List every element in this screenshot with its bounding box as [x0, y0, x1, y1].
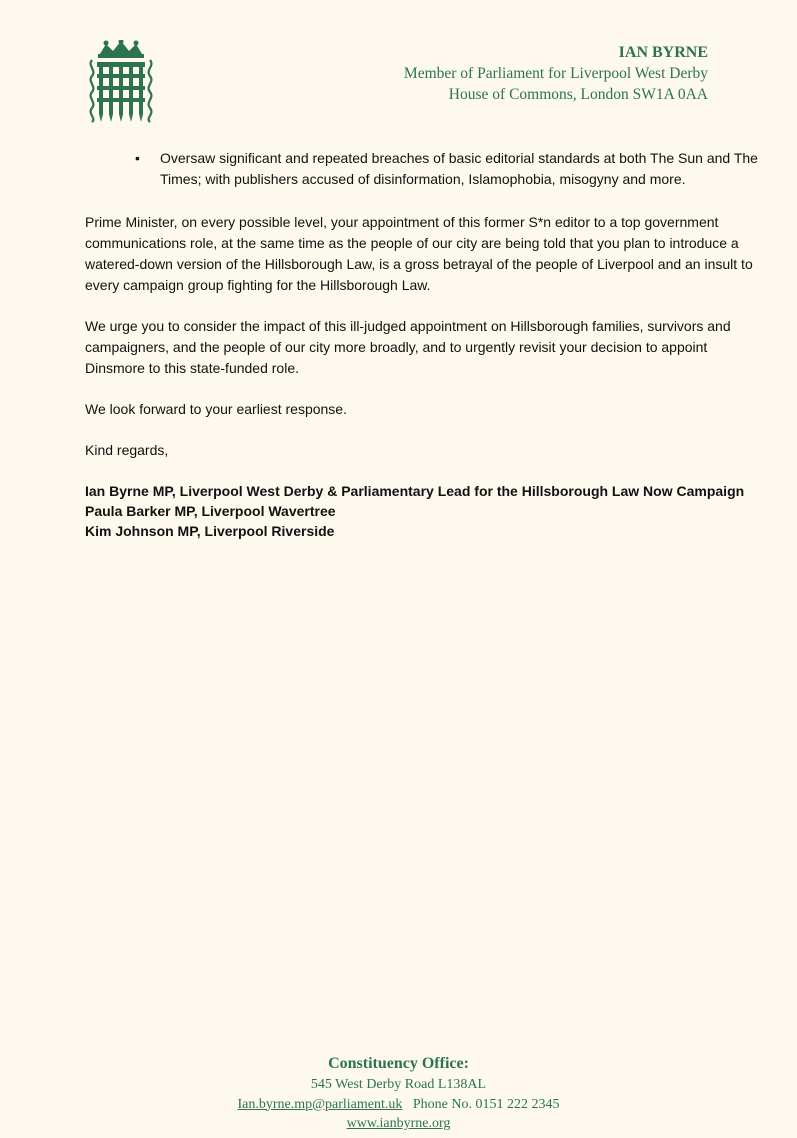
letter-body — [85, 148, 765, 541]
footer-title: Constituency Office: — [328, 1055, 469, 1072]
website-link[interactable]: www.ianbyrne.org — [346, 1116, 451, 1131]
letterhead — [404, 42, 708, 105]
footer-contact — [0, 1095, 797, 1115]
footer-address: 545 West Derby Road L138AL — [310, 1077, 487, 1092]
signatory: Ian Byrne MP, Liverpool West Derby & Parliamentary Lead for the Hillsborough Law Now Campaign — [85, 483, 745, 499]
signatory: Paula Barker MP, Liverpool Wavertree — [85, 503, 336, 519]
mp-address: House of Commons, London SW1A 0AA — [448, 86, 708, 103]
list-item — [85, 148, 765, 190]
email-link[interactable]: Ian.byrne.mp@parliament.uk — [237, 1096, 403, 1112]
portcullis-icon — [84, 40, 158, 124]
website-row — [0, 1114, 797, 1134]
signatory: Kim Johnson MP, Liverpool Riverside — [85, 523, 335, 539]
bullet-list — [85, 148, 765, 190]
paragraph-urge: We urge you to consider the impact of this ill-judged appointment on Hillsborough families, survivors and campaigners, and the people of our city more broadly, and to urgently revisit your decision to appoint Dinsmore to this state-funded role. — [85, 318, 731, 376]
mp-name: IAN BYRNE — [618, 44, 708, 61]
bullet-icon: • — [135, 150, 140, 166]
bullet-text: Oversaw significant and repeated breaches of basic editorial standards at both The Sun and The Times; with publishers accused of disinformation, Islamophobia, misogyny and more. — [160, 150, 758, 187]
phone-number: Phone No. 0151 222 2345 — [412, 1096, 560, 1112]
paragraph-appointment: Prime Minister, on every possible level, your appointment of this former S*n editor to a top government communications role, at the same time as the people of our city are being told that you plan to introduce a watered-down version of the Hillsborough Law, is a gross betrayal of the people of Liverpool and an insult to every campaign group fighting for the Hillsborough Law. — [85, 214, 753, 293]
closing-regards: Kind regards, — [85, 442, 169, 458]
paragraph-response: We look forward to your earliest response. — [85, 401, 347, 417]
footer — [0, 1053, 797, 1134]
mp-role: Member of Parliament for Liverpool West Derby — [403, 65, 708, 82]
